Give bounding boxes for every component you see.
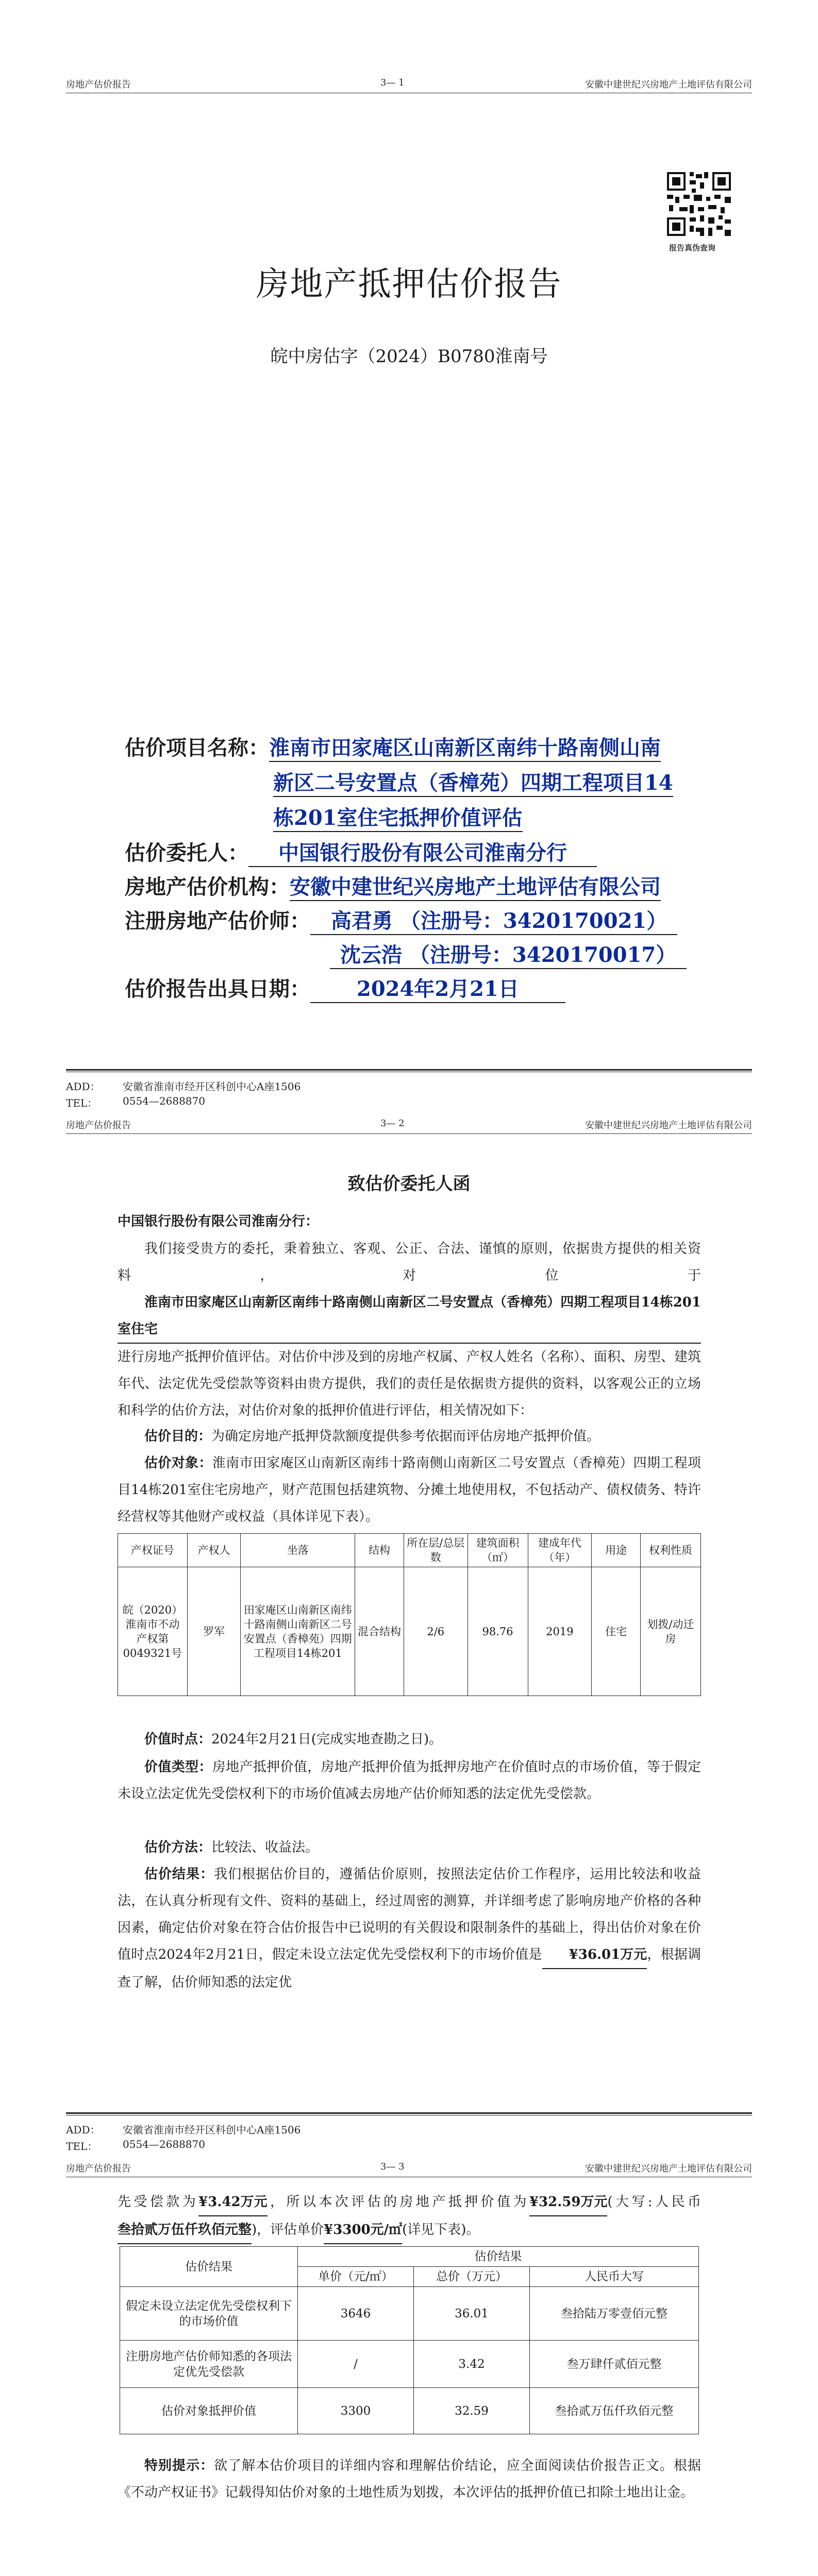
- qr-caption: 报告真伪查询: [669, 243, 716, 252]
- footer-tel-label: TEL：: [66, 2140, 98, 2153]
- th-right: 权利性质: [640, 1534, 700, 1567]
- result-text-c: ，根据调查了解，估价师知悉的法定优: [118, 1947, 701, 1990]
- th-unit: 单价（元/㎡）: [298, 2267, 414, 2287]
- appraiser-2-row: [330, 939, 687, 969]
- unit-price: ¥3300元/㎡: [324, 2216, 402, 2244]
- row-total: 32.59: [414, 2388, 530, 2434]
- value-type-label: 价值类型：: [144, 1759, 212, 1775]
- value-date-label: 价值时点：: [144, 1732, 212, 1747]
- footer-address: 安徽省淮南市经开区科创中心A座1506: [123, 2124, 301, 2136]
- row-total: 3.42: [414, 2341, 530, 2388]
- header-right: 安徽中建世纪兴房地产土地评估有限公司: [585, 1120, 752, 1131]
- p3-text-g: )，评估单价: [252, 2222, 324, 2238]
- client-row: [125, 837, 597, 867]
- appraiser-1: 高君勇 （注册号：3420170021）: [310, 905, 677, 935]
- th-rmb: 人民币大写: [530, 2267, 699, 2287]
- appraiser-label: 注册房地产估价师：: [125, 909, 310, 933]
- row-unit: 3300: [298, 2388, 414, 2434]
- project-name-line2-row: [273, 767, 673, 797]
- purpose-value: 为确定房地产抵押贷款额度提供参考依据而评估房地产抵押价值。: [211, 1429, 600, 1444]
- property-table: [118, 1533, 701, 1696]
- header-right: 安徽中建世纪兴房地产土地评估有限公司: [585, 2163, 752, 2174]
- cell-year: 2019: [528, 1567, 592, 1696]
- special-notice-para: [118, 2452, 701, 2506]
- table-row: [120, 2341, 699, 2388]
- row-item: 注册房地产估价师知悉的各项法定优先受偿款: [120, 2341, 298, 2388]
- header-left: 房地产估价报告: [66, 1120, 131, 1131]
- report-doc-number: 皖中房估字（2024）B0780淮南号: [270, 346, 548, 367]
- p3-text-e: (大写:人民币: [607, 2194, 701, 2210]
- qr-code[interactable]: [665, 170, 733, 238]
- property-table-header: [118, 1534, 701, 1567]
- row-item: 估价对象抵押价值: [120, 2388, 298, 2434]
- result-table: [120, 2246, 699, 2434]
- footer-rule: [66, 1069, 752, 1071]
- th-result: 估价结果: [298, 2247, 699, 2267]
- value-date-para: [118, 1726, 701, 1753]
- p3-text-i: (详见下表)。: [402, 2222, 480, 2238]
- header-page-no: 3— 2: [380, 1118, 405, 1129]
- special-notice-value: 欲了解本估价项目的详细内容和理解估价结论，应全面阅读估价报告正文。根据《不动产权证书》记载得知估价对象的土地性质为划拨，本次评估的抵押价值已扣除土地出让金。: [118, 2458, 701, 2500]
- footer-tel: 0554—2688870: [123, 1095, 205, 1107]
- special-notice-label: 特别提示：: [144, 2458, 214, 2473]
- appraiser-row: [125, 905, 677, 935]
- project-name-line3-row: [273, 802, 523, 832]
- table-row: [120, 2287, 699, 2341]
- cell-area: 98.76: [468, 1567, 528, 1696]
- method-label: 估价方法：: [144, 1840, 212, 1855]
- object-label: 估价对象：: [144, 1455, 212, 1471]
- footer-tel-label: TEL：: [66, 1097, 98, 1109]
- result-table-header-1: [120, 2247, 699, 2267]
- object-value: 淮南市田家庵区山南新区南纬十路南侧山南新区二号安置点（香樟苑）四期工程项目14栋201室住宅房地产，财产范围包括建筑物、分摊土地使用权，不包括动产、债权债务、特许经营权等其他财产或权益（具体详见下表）。: [118, 1455, 701, 1524]
- method-value: 比较法、收益法。: [211, 1840, 319, 1855]
- th-cert: 产权证号: [118, 1534, 188, 1567]
- result-text-a: 我们根据估价目的，遵循估价原则，按照法定估价工作程序，运用比较法和收益法，在认真分析现有文件、资料的基础上，经过周密的测算，并详细考虑了影响房地产价格的各种因素，确定估价对象在符合估价报告中已说明的有关假设和限制条件的基础上，得出估价对象在价值时点2024年2月21日，假定未设立法定优先受偿权利下的市场价值是: [118, 1867, 701, 1962]
- cell-right: 划拨/动迁房: [640, 1567, 700, 1696]
- issue-date-value: 2024年2月21日: [310, 973, 565, 1003]
- result-label: 估价结果：: [144, 1867, 214, 1882]
- th-use: 用途: [592, 1534, 641, 1567]
- page1-footer: [66, 1069, 752, 1110]
- issue-date-label: 估价报告出具日期：: [125, 977, 310, 1001]
- p3-text-c: ，所以本次评估的房地产抵押价值为: [267, 2194, 529, 2210]
- cell-cert: 皖（2020）淮南市不动产权第0049321号: [118, 1567, 188, 1696]
- th-structure: 结构: [355, 1534, 404, 1567]
- project-name-label: 估价项目名称：: [125, 736, 269, 760]
- footer-rule: [66, 2112, 752, 2114]
- th-floor: 所在层/总层数: [404, 1534, 468, 1567]
- row-rmb: 叁拾贰万伍仟玖佰元整: [530, 2388, 699, 2434]
- purpose-label: 估价目的：: [144, 1429, 212, 1444]
- cell-owner: 罗军: [187, 1567, 241, 1696]
- value-date-value: 2024年2月21日(完成实地查勘之日)。: [211, 1732, 443, 1747]
- report-title: 房地产抵押估价报告: [256, 265, 562, 303]
- header-left: 房地产估价报告: [66, 79, 131, 90]
- footer-tel: 0554—2688870: [123, 2138, 205, 2150]
- mortgage-value-rmb: 叁拾贰万伍仟玖佰元整: [118, 2216, 252, 2244]
- project-name-line3: 栋201室住宅抵押价值评估: [273, 802, 523, 832]
- page2-footer: [66, 2112, 752, 2154]
- table-row: [120, 2388, 699, 2434]
- cell-structure: 混合结构: [355, 1567, 404, 1696]
- row-unit: 3646: [298, 2287, 414, 2341]
- footer-add-label: ADD：: [66, 1080, 101, 1093]
- header-left: 房地产估价报告: [66, 2163, 131, 2174]
- header-page-no: 3— 1: [380, 77, 405, 88]
- row-item: 假定未设立法定优先受偿权利下的市场价值: [120, 2287, 298, 2341]
- header-rule: [66, 1133, 752, 1134]
- th-year: 建成年代（年）: [528, 1534, 592, 1567]
- footer-add-label: ADD：: [66, 2124, 101, 2136]
- row-rmb: 叁拾陆万零壹佰元整: [530, 2287, 699, 2341]
- intro-property-address: 淮南市田家庵区山南新区南纬十路南侧山南新区二号安置点（香樟苑）四期工程项目14栋201室住宅: [118, 1289, 701, 1344]
- agency-label: 房地产估价机构：: [125, 875, 290, 899]
- header-page-no: 3— 3: [380, 2161, 405, 2172]
- th-item: 估价结果: [120, 2247, 298, 2287]
- project-name-line2: 新区二号安置点（香樟苑）四期工程项目14: [273, 767, 673, 797]
- object-para: [118, 1450, 701, 1530]
- appraiser-2: 沈云浩 （注册号：3420170017）: [330, 939, 687, 969]
- th-owner: 产权人: [187, 1534, 241, 1567]
- client-label: 估价委托人：: [125, 841, 248, 865]
- th-total: 总价（万元）: [414, 2267, 530, 2287]
- letter-intro: [118, 1235, 701, 1424]
- header-right: 安徽中建世纪兴房地产土地评估有限公司: [585, 79, 752, 90]
- method-para: [118, 1834, 701, 1861]
- result-para: [118, 1861, 701, 1996]
- agency-value: 安徽中建世纪兴房地产土地评估有限公司: [290, 871, 661, 901]
- row-rmb: 叁万肆仟贰佰元整: [530, 2341, 699, 2388]
- result-market-value: ¥36.01万元: [542, 1941, 647, 1969]
- footer-address: 安徽省淮南市经开区科创中心A座1506: [123, 1080, 301, 1093]
- mortgage-value-para: [118, 2189, 701, 2244]
- cell-floor: 2/6: [404, 1567, 468, 1696]
- cell-use: 住宅: [592, 1567, 641, 1696]
- client-value: 中国银行股份有限公司淮南分行: [248, 837, 597, 867]
- table-row: [118, 1567, 701, 1696]
- th-area: 建筑面积（㎡）: [468, 1534, 528, 1567]
- mortgage-value: ¥32.59万元: [529, 2189, 608, 2216]
- th-location: 坐落: [241, 1534, 355, 1567]
- row-unit: /: [298, 2341, 414, 2388]
- purpose-para: [118, 1423, 701, 1450]
- project-name-row: [125, 732, 661, 762]
- value-type-value: 房地产抵押价值，房地产抵押价值为抵押房地产在价值时点的市场价值，等于假定未设立法定优先受偿权利下的市场价值减去房地产估价师知悉的法定优先受偿款。: [118, 1759, 701, 1802]
- letter-heading: 致估价委托人函: [347, 1174, 471, 1194]
- cell-location: 田家庵区山南新区南纬十路南侧山南新区二号安置点（香樟苑）四期工程项目14栋201: [241, 1567, 355, 1696]
- letter-addressee: 中国银行股份有限公司淮南分行：: [118, 1214, 319, 1229]
- row-total: 36.01: [414, 2287, 530, 2341]
- p3-text-a: 先受偿款为: [118, 2194, 199, 2210]
- agency-row: [125, 871, 661, 901]
- value-type-para: [118, 1754, 701, 1807]
- issue-date-row: [125, 973, 565, 1003]
- project-name-line1: 淮南市田家庵区山南新区南纬十路南侧山南: [269, 732, 661, 762]
- intro-text-a: 我们接受贵方的委托，秉着独立、客观、公正、合法、谨慎的原则，依据贵方提供的相关资料，对位于: [118, 1241, 701, 1283]
- priority-amount: ¥3.42万元: [198, 2189, 267, 2216]
- intro-text-c: 进行房地产抵押价值评估。对估价中涉及到的房地产权属、产权人姓名（名称）、面积、房型、建筑年代、法定优先受偿款等资料由贵方提供，我们的责任是依据贵方提供的资料，以客观公正的立场和科学的估价方法，对估价对象的抵押价值进行评估，相关情况如下：: [118, 1349, 701, 1418]
